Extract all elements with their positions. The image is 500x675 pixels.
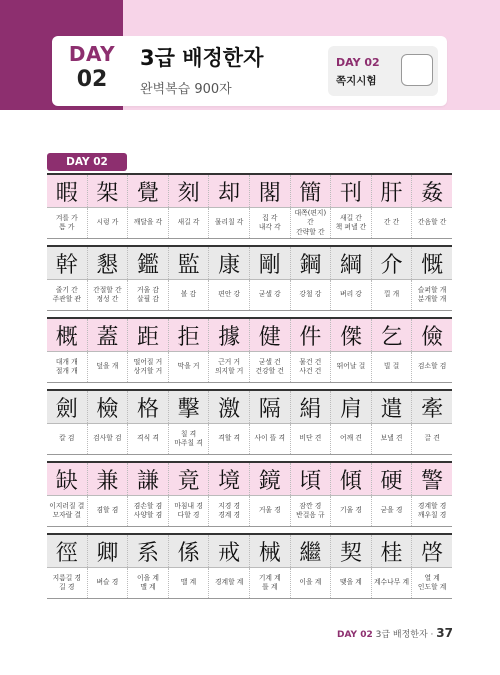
hanja-meaning: 끌 견 — [424, 434, 440, 443]
hanja-character: 簡 — [291, 175, 332, 207]
hanja-character: 徑 — [47, 535, 88, 567]
hanja-meaning: 열 계 인도할 계 — [417, 573, 447, 591]
hanja-meaning: 겸손할 겸 사양할 겸 — [128, 496, 169, 526]
hanja-character: 監 — [169, 247, 210, 279]
hanja-row — [47, 463, 452, 495]
hanja-row — [47, 391, 452, 423]
hanja-character: 乞 — [372, 319, 413, 351]
hanja-character: 境 — [209, 463, 250, 495]
hanja-meaning: 맬 계 — [169, 568, 210, 598]
hanja-meaning: 간절할 간 정성 간 — [88, 280, 129, 310]
hanja-character: 遣 — [372, 391, 413, 423]
hanja-character: 缺 — [47, 463, 88, 495]
hanja-meaning: 떨어질 거 상거할 거 — [128, 352, 169, 382]
hanja-character: 系 — [128, 535, 169, 567]
hanja-character: 卿 — [88, 535, 129, 567]
hanja-meaning: 겸할 겸 — [88, 496, 129, 526]
hanja-meaning: 볼 감 — [169, 280, 210, 310]
hanja-meaning: 굳셀 건 건강할 건 — [250, 352, 291, 382]
hanja-meaning: 근거 거 의지할 거 — [209, 352, 250, 382]
hanja-character: 康 — [209, 247, 250, 279]
hanja-character: 刻 — [169, 175, 210, 207]
hanja-character: 距 — [128, 319, 169, 351]
hanja-meaning: 경계할 계 — [209, 568, 250, 598]
hanja-character: 傑 — [331, 319, 372, 351]
hanja-meaning: 어깨 견 — [331, 424, 372, 454]
meaning-row — [47, 207, 452, 238]
day-number: 02 — [76, 67, 108, 92]
hanja-character: 健 — [250, 319, 291, 351]
hanja-character: 慨 — [421, 252, 444, 278]
hanja-character: 啓 — [421, 540, 444, 566]
hanja-character: 謙 — [128, 463, 169, 495]
hanja-character: 拒 — [169, 319, 210, 351]
hanja-character: 係 — [169, 535, 210, 567]
hanja-block — [47, 461, 452, 527]
hanja-character: 肩 — [331, 391, 372, 423]
quiz-name: 쪽지시험 — [336, 75, 377, 87]
hanja-character: 幹 — [47, 247, 88, 279]
hanja-character: 頃 — [291, 463, 332, 495]
hanja-character: 概 — [47, 319, 88, 351]
section-tab: DAY 02 — [47, 153, 127, 171]
hanja-character: 傾 — [331, 463, 372, 495]
hanja-meaning: 지름길 경 길 경 — [47, 568, 88, 598]
hanja-character: 鏡 — [250, 463, 291, 495]
hanja-character: 戒 — [209, 535, 250, 567]
hanja-meaning: 빌 걸 — [372, 352, 413, 382]
hanja-meaning: 강철 강 — [291, 280, 332, 310]
hanja-meaning: 덮을 개 — [88, 352, 129, 382]
meaning-row — [47, 495, 452, 526]
hanja-character: 却 — [209, 175, 250, 207]
hanja-character: 儉 — [421, 324, 444, 350]
hanja-meaning: 거울 경 — [250, 496, 291, 526]
hanja-character: 據 — [209, 319, 250, 351]
hanja-meaning: 간음할 간 — [417, 218, 447, 227]
hanja-meaning: 검사할 검 — [88, 424, 129, 454]
hanja-meaning: 시렁 가 — [88, 208, 129, 238]
hanja-meaning: 계수나무 계 — [372, 568, 413, 598]
hanja-meaning: 새길 간 책 펴낼 간 — [331, 208, 372, 238]
hanja-character: 激 — [209, 391, 250, 423]
hanja-meaning: 집 각 내각 각 — [250, 208, 291, 238]
hanja-meaning: 기계 계 틀 계 — [250, 568, 291, 598]
hanja-character: 鑑 — [128, 247, 169, 279]
hanja-meaning: 낄 개 — [372, 280, 413, 310]
hanja-character: 懇 — [88, 247, 129, 279]
hanja-meaning: 격할 격 — [209, 424, 250, 454]
hanja-character: 兼 — [88, 463, 129, 495]
hanja-row — [47, 319, 452, 351]
day-word: DAY — [68, 42, 116, 66]
hanja-block — [47, 245, 452, 311]
hanja-character: 絹 — [291, 391, 332, 423]
hanja-meaning: 이을 계 — [291, 568, 332, 598]
page-title: 3급 배정한자 — [140, 46, 264, 70]
hanja-row — [47, 175, 452, 207]
hanja-block — [47, 389, 452, 455]
hanja-character: 契 — [331, 535, 372, 567]
hanja-meaning: 벼리 강 — [331, 280, 372, 310]
header-card — [52, 36, 447, 106]
hanja-character: 劍 — [47, 391, 88, 423]
hanja-row — [47, 247, 452, 279]
hanja-block — [47, 173, 452, 239]
hanja-character: 刊 — [331, 175, 372, 207]
hanja-character: 姦 — [421, 180, 444, 206]
hanja-block — [47, 317, 452, 383]
hanja-meaning: 깨달을 각 — [128, 208, 169, 238]
hanja-character: 綱 — [331, 247, 372, 279]
meaning-row — [47, 351, 452, 382]
hanja-character: 閣 — [250, 175, 291, 207]
hanja-character: 械 — [250, 535, 291, 567]
hanja-character: 隔 — [250, 391, 291, 423]
hanja-meaning: 사이 뜰 격 — [250, 424, 291, 454]
hanja-character: 暇 — [47, 175, 88, 207]
footer-separator: · — [430, 630, 434, 640]
meaning-row — [47, 423, 452, 454]
hanja-meaning: 물건 건 사건 건 — [291, 352, 332, 382]
hanja-character: 剛 — [250, 247, 291, 279]
hanja-meaning: 거울 감 살필 감 — [128, 280, 169, 310]
meaning-row — [47, 567, 452, 598]
hanja-character: 架 — [88, 175, 129, 207]
hanja-meaning: 벼슬 경 — [88, 568, 129, 598]
hanja-character: 桂 — [372, 535, 413, 567]
hanja-meaning: 이을 계 맬 계 — [128, 568, 169, 598]
hanja-meaning: 뛰어날 걸 — [331, 352, 372, 382]
hanja-character: 介 — [372, 247, 413, 279]
footer-title: 3급 배정한자 — [375, 630, 428, 640]
hanja-character: 擊 — [169, 391, 210, 423]
hanja-meaning: 줄기 간 주관할 관 — [47, 280, 88, 310]
hanja-meaning: 칠 격 마주칠 격 — [169, 424, 210, 454]
hanja-row — [47, 535, 452, 567]
hanja-character: 覺 — [128, 175, 169, 207]
title-wrap — [140, 48, 263, 97]
hanja-meaning: 슬퍼할 개 분개할 개 — [417, 285, 447, 303]
hanja-character: 格 — [128, 391, 169, 423]
hanja-character: 牽 — [421, 396, 444, 422]
hanja-meaning: 대개 개 절개 개 — [47, 352, 88, 382]
quiz-day: DAY 02 — [336, 56, 380, 69]
hanja-meaning: 격식 격 — [128, 424, 169, 454]
hanja-meaning: 검소할 검 — [417, 362, 447, 371]
hanja-meaning: 간 간 — [372, 208, 413, 238]
hanja-character: 件 — [291, 319, 332, 351]
page-number: 37 — [436, 626, 453, 640]
hanja-meaning: 막을 거 — [169, 352, 210, 382]
page-footer — [337, 626, 453, 640]
hanja-meaning: 칼 검 — [47, 424, 88, 454]
hanja-meaning: 새길 각 — [169, 208, 210, 238]
hanja-meaning: 편안 강 — [209, 280, 250, 310]
page-subtitle: 완벽복습 900자 — [140, 82, 232, 97]
hanja-character: 警 — [421, 468, 444, 494]
hanja-meaning: 잠깐 경 반걸음 규 — [291, 496, 332, 526]
hanja-meaning: 대쪽(편지) 간 간략할 간 — [291, 208, 332, 238]
hanja-meaning: 보낼 견 — [372, 424, 413, 454]
hanja-meaning: 경계할 경 깨우칠 경 — [417, 501, 447, 519]
hanja-meaning: 지경 경 경계 경 — [209, 496, 250, 526]
hanja-meaning: 물리칠 각 — [209, 208, 250, 238]
quiz-box — [328, 46, 438, 96]
hanja-block — [47, 533, 452, 599]
hanja-meaning: 이지러질 결 모자랄 결 — [47, 496, 88, 526]
hanja-meaning: 기울 경 — [331, 496, 372, 526]
hanja-character: 肝 — [372, 175, 413, 207]
hanja-character: 檢 — [88, 391, 129, 423]
hanja-character: 竟 — [169, 463, 210, 495]
hanja-character: 鋼 — [291, 247, 332, 279]
meaning-row — [47, 279, 452, 310]
hanja-meaning: 굳셀 강 — [250, 280, 291, 310]
hanja-meaning: 겨를 가 틈 가 — [47, 208, 88, 238]
hanja-meaning: 비단 견 — [291, 424, 332, 454]
quiz-checkbox[interactable] — [401, 54, 433, 86]
day-label — [67, 44, 117, 91]
hanja-character: 蓋 — [88, 319, 129, 351]
hanja-meaning: 굳을 경 — [372, 496, 413, 526]
hanja-meaning: 마침내 경 다할 경 — [169, 496, 210, 526]
hanja-character: 硬 — [372, 463, 413, 495]
footer-day: DAY 02 — [336, 630, 373, 640]
hanja-character: 繼 — [291, 535, 332, 567]
hanja-meaning: 맺을 계 — [331, 568, 372, 598]
